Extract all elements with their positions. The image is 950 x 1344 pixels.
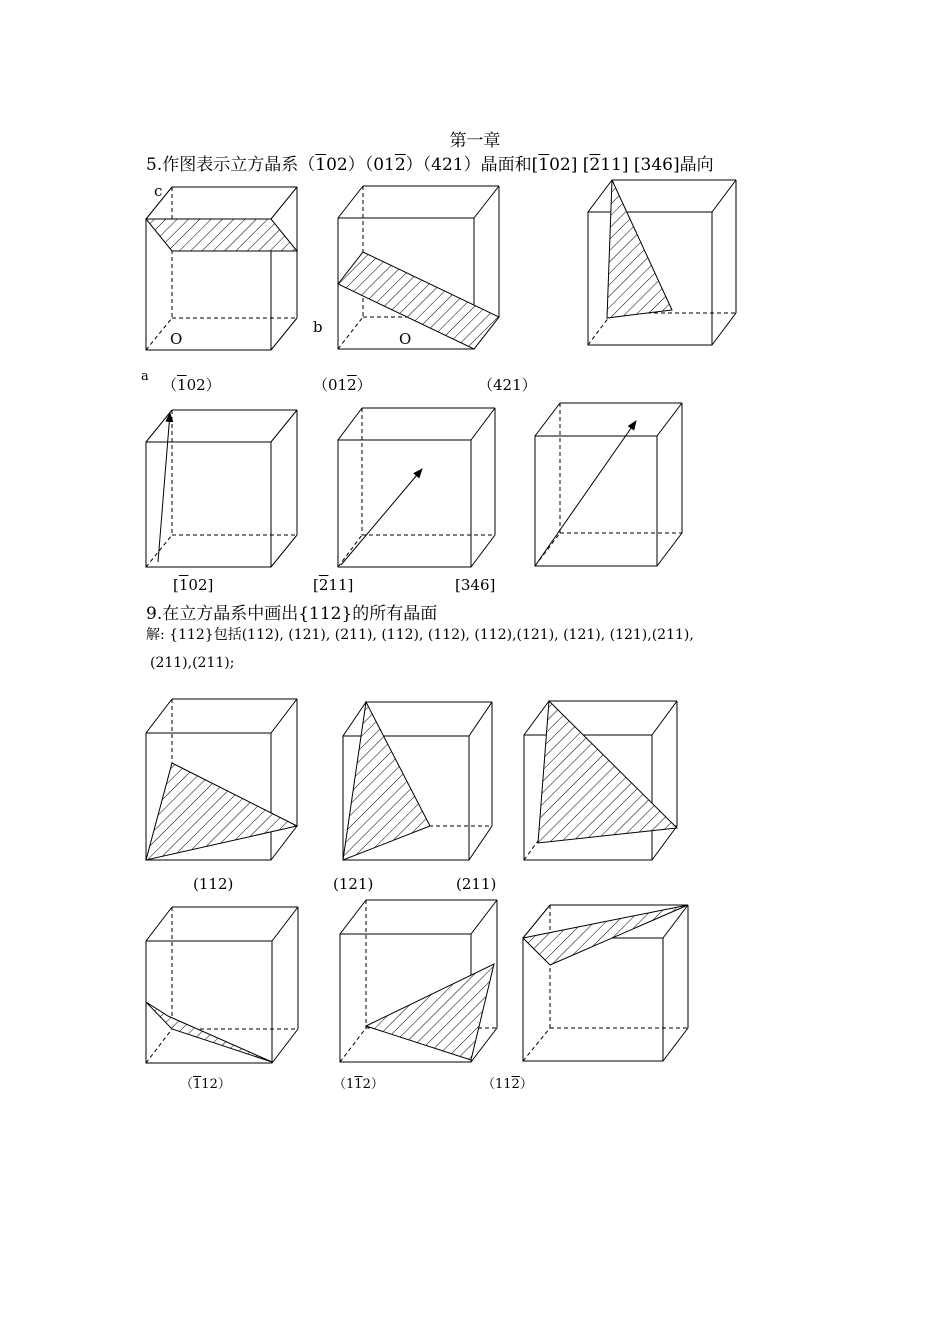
family-label-112: (112)	[193, 875, 234, 893]
family-label-m112: （112）	[180, 1077, 231, 1092]
axis-label-a: a	[141, 369, 149, 384]
hatched-plane	[607, 180, 672, 318]
cube-plane-102	[146, 187, 297, 350]
hatched-plane	[146, 763, 297, 860]
axis-label-c: c	[154, 182, 163, 200]
origin-label: O	[399, 330, 412, 348]
hatched-plane	[343, 702, 430, 860]
cube-family-121	[343, 702, 492, 860]
family-label-1m12: （112）	[333, 1077, 384, 1092]
plane-label-012: （012）	[313, 376, 372, 394]
cube-family-1m12	[340, 900, 497, 1062]
direction-label-102: [102]	[173, 576, 214, 594]
cube-family-11m2	[523, 905, 688, 1061]
family-label-121: (121)	[333, 875, 374, 893]
hatched-plane	[366, 964, 494, 1060]
cube-direction-102	[146, 410, 297, 567]
family-label-11m2: （112）	[482, 1077, 533, 1092]
plane-label-102: （102）	[162, 376, 221, 394]
chapter-title: 第一章	[449, 131, 501, 151]
direction-label-211: [211]	[313, 576, 354, 594]
cube-family-211	[524, 701, 677, 860]
answer-line-1: 解: {112}包括(112), (121), (211), (112), (112), (112),(121), (121), (121),(211),	[146, 627, 694, 643]
cube-family-m112	[146, 907, 298, 1063]
origin-label: O	[170, 330, 183, 348]
answer-line-2: (211),(211);	[150, 655, 235, 671]
direction-label-346: [346]	[455, 576, 496, 594]
question-9: 9.在立方晶系中画出{112}的所有晶面	[146, 604, 438, 624]
direction-arrow	[341, 469, 422, 565]
direction-arrow	[537, 421, 636, 563]
axis-label-b: b	[313, 318, 323, 336]
hatched-plane	[538, 701, 677, 843]
cube-direction-346	[535, 403, 682, 566]
cube-family-112	[146, 699, 297, 860]
cube-direction-211	[338, 408, 495, 567]
hatched-plane	[146, 1002, 272, 1062]
plane-label-421: （421）	[478, 376, 537, 394]
question-5: 5.作图表示立方晶系（102）（012）（421）晶面和[102] [211] [346]晶向	[146, 155, 714, 175]
hatched-plane	[338, 252, 499, 349]
hatched-plane	[146, 219, 297, 251]
cube-plane-421	[588, 180, 736, 345]
family-label-211: (211)	[456, 875, 497, 893]
cube-plane-012	[338, 186, 499, 349]
